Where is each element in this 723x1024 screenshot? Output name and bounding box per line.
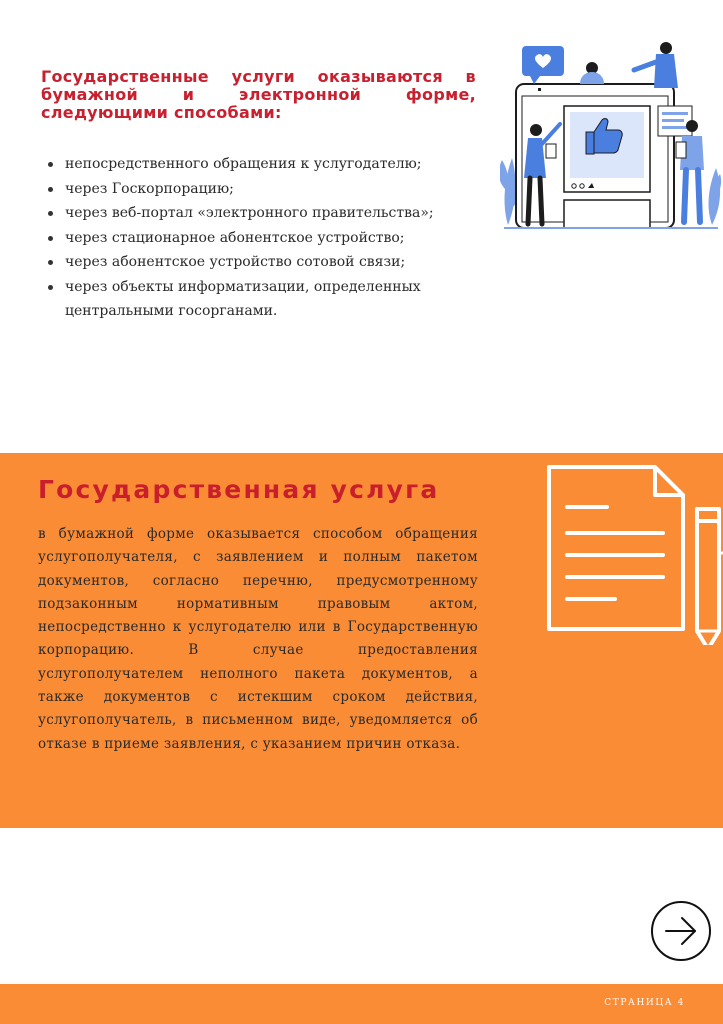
list-item: через стационарное абонентское устройство; xyxy=(47,226,487,251)
list-item: через Госкорпорацию; xyxy=(47,177,487,202)
list-item: через объекты информатизации, определенных центральными госорганами. xyxy=(47,275,487,324)
methods-list xyxy=(47,152,487,324)
social-media-illustration-icon xyxy=(500,40,722,232)
section-title: Государственная услуга xyxy=(38,475,440,504)
document-with-pen-icon xyxy=(545,465,723,645)
info-section xyxy=(0,453,723,828)
next-page-button[interactable] xyxy=(651,901,711,961)
section-body: в бумажной форме оказывается способом обращения услугополучателя, с заявлением и полным пакетом документов, согласно перечню, предусмотренному подзаконным нормативным правовым актом, непосредственно к услугодателю или в Государственную корпорацию. В случае предоставления услугополучателем неполного пакета документов, а также документов с истекшим сроком действия, услугополучатель, в письменном виде, уведомляется об отказе в приеме заявления, с указанием причин отказа. xyxy=(38,526,478,752)
list-item: непосредственного обращения к услугодателю; xyxy=(47,152,487,177)
arrow-right-icon xyxy=(663,913,699,949)
list-item: через абонентское устройство сотовой связи; xyxy=(47,250,487,275)
footer-bar xyxy=(0,984,723,1024)
list-item: через веб-портал «электронного правительства»; xyxy=(47,201,487,226)
page-number: СТРАНИЦА 4 xyxy=(604,998,685,1008)
intro-heading: Государственные услуги оказываются в бумажной и электронной форме, следующими способами: xyxy=(41,67,476,122)
